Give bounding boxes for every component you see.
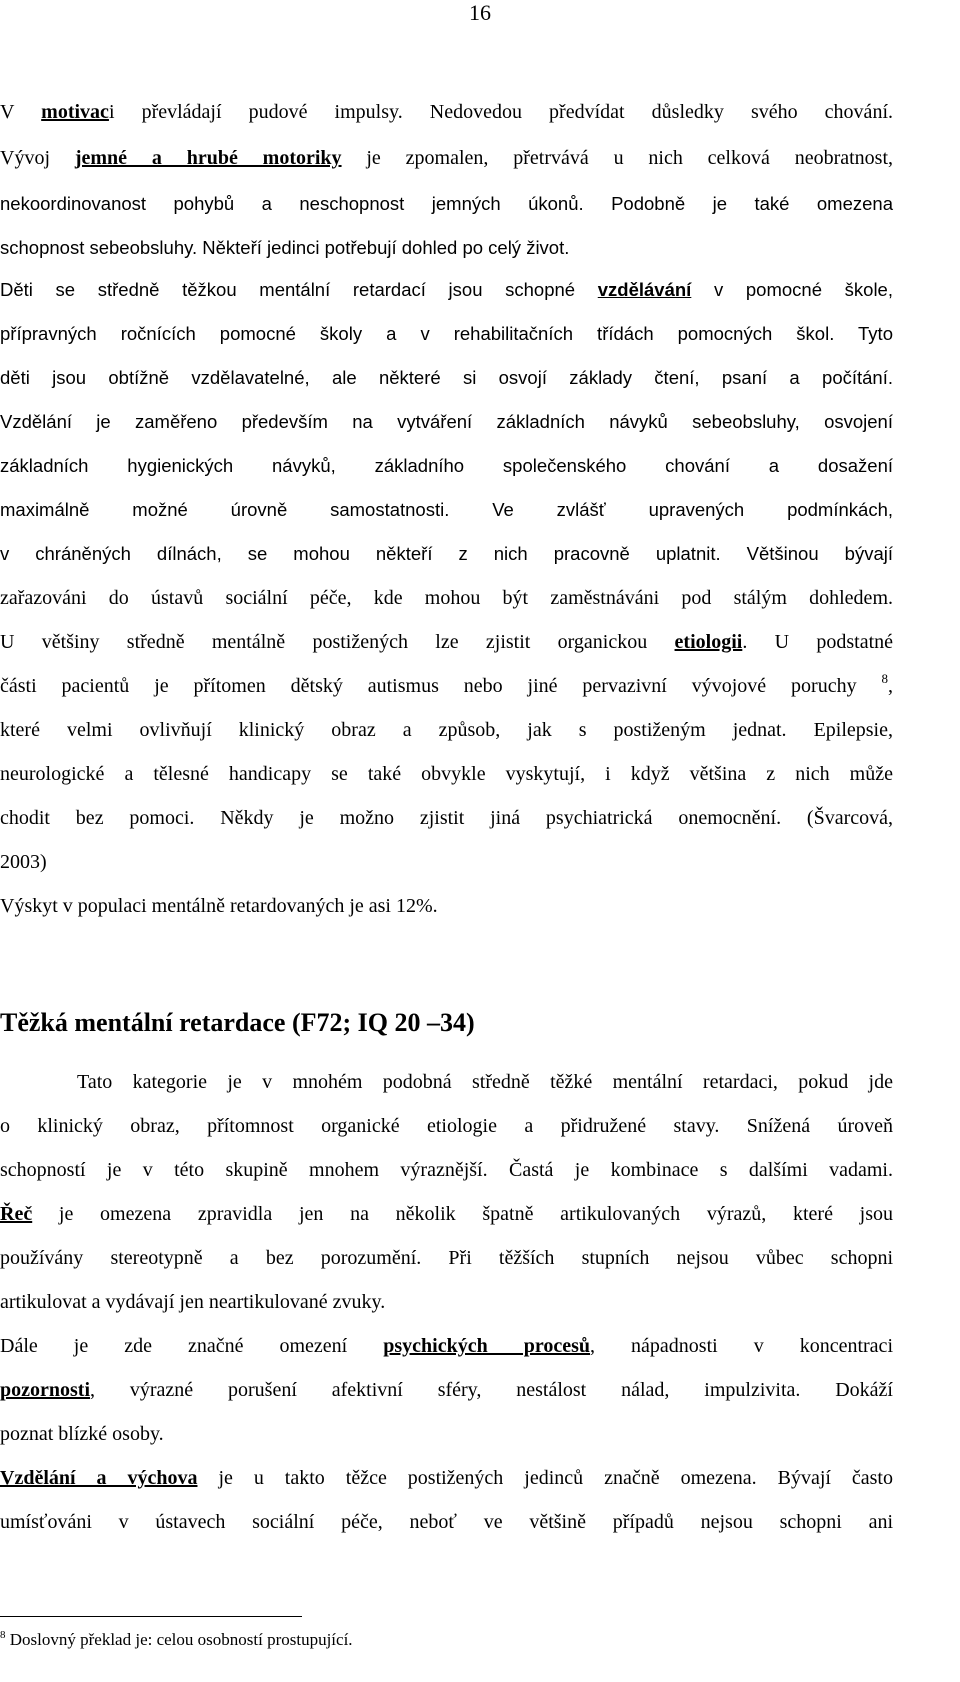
text-line: nekoordinovanost pohybů a neschopnost jemných úkonů. Podobně je také omezena (0, 193, 893, 214)
underlined-term: jemné a hrubé motoriky (74, 147, 342, 169)
text-line: umísťováni v ústavech sociální péče, neboť ve většině případů nejsou schopni ani (0, 1511, 893, 1533)
text-line: pozornosti, výrazné porušení afektivní sféry, nestálost nálad, impulzivita. Dokáží (0, 1379, 893, 1401)
text-line: Děti se středně těžkou mentální retardací jsou schopné vzdělávání v pomocné škole, (0, 279, 893, 300)
footnote-separator (0, 1616, 302, 1617)
text-line: Řeč je omezena zpravidla jen na několik špatně artikulovaných výrazů, které jsou (0, 1203, 893, 1225)
text-line: Vzdělání je zaměřeno především na vytváření základních návyků sebeobsluhy, osvojení (0, 411, 893, 432)
text-line: 2003) (0, 851, 47, 873)
text-line: poznat blízké osoby. (0, 1423, 164, 1445)
text-line: U většiny středně mentálně postižených lze zjistit organickou etiologii. U podstatné (0, 631, 893, 653)
text-line: Vzdělání a výchova je u takto těžce postižených jedinců značně omezena. Bývají často (0, 1467, 893, 1489)
underlined-term: Řeč (0, 1203, 33, 1225)
text-line: V motivaci převládají pudové impulsy. Nedovedou předvídat důsledky svého chování. (0, 101, 893, 123)
text-line: schopnost sebeobsluhy. Někteří jedinci potřebují dohled po celý život. (0, 237, 570, 258)
text-line: děti jsou obtížně vzdělavatelné, ale některé si osvojí základy čtení, psaní a počítání. (0, 367, 893, 388)
text-line: v chráněných dílnách, se mohou někteří z nich pracovně uplatnit. Většinou bývají (0, 543, 893, 564)
underlined-term: vzdělávání (597, 279, 692, 300)
underlined-term: pozornosti (0, 1379, 90, 1401)
text-line: zařazováni do ústavů sociální péče, kde mohou být zaměstnáváni pod stálým dohledem. (0, 587, 893, 609)
text-line: základních hygienických návyků, základního společenského chování a dosažení (0, 455, 893, 476)
text-line: Výskyt v populaci mentálně retardovaných je asi 12%. (0, 895, 438, 917)
text-line: Tato kategorie je v mnohém podobná středně těžké mentální retardaci, pokud jde (77, 1071, 893, 1093)
footnote-mark: 8 (0, 1629, 6, 1641)
text-line: přípravných ročnících pomocné školy a v rehabilitačních třídách pomocných škol. Tyto (0, 323, 893, 344)
text-line: maximálně možné úrovně samostatnosti. Ve zvlášť upravených podmínkách, (0, 499, 893, 520)
section-heading: Těžká mentální retardace (F72; IQ 20 –34) (0, 1008, 475, 1037)
text-line: artikulovat a vydávají jen neartikulované zvuky. (0, 1291, 386, 1313)
underlined-term: Vzdělání a výchova (0, 1467, 198, 1489)
text-line: neurologické a tělesné handicapy se také obvykle vyskytují, i když většina z nich může (0, 763, 893, 785)
underlined-term: motivac (41, 101, 109, 123)
text-line: chodit bez pomoci. Někdy je možno zjistit jiná psychiatrická onemocnění. (Švarcová, (0, 807, 893, 829)
text-line: Vývoj jemné a hrubé motoriky je zpomalen, přetrvává u nich celková neobratnost, (0, 147, 894, 169)
text-line: o klinický obraz, přítomnost organické etiologie a přidružené stavy. Snížená úroveň (0, 1115, 893, 1137)
underlined-term: etiologii (674, 631, 743, 653)
footnote-ref: 8 (881, 671, 888, 686)
text-line: schopností je v této skupině mnohem výraznější. Častá je kombinace s dalšími vadami. (0, 1159, 893, 1181)
text-line: používány stereotypně a bez porozumění. Při těžších stupních nejsou vůbec schopni (0, 1247, 893, 1269)
footnote: $^8$ Doslovný překlad je: celou osobností prostupující. (0, 1629, 353, 1649)
text-line: Dále je zde značné omezení psychických procesů, nápadnosti v koncentraci (0, 1335, 893, 1357)
underlined-term: psychických procesů (383, 1335, 591, 1357)
text-line: části pacientů je přítomen dětský autismus nebo jiné pervazivní vývojové poruchy $^8$, (0, 671, 893, 697)
page-number: 16 (469, 0, 491, 25)
text-line: které velmi ovlivňují klinický obraz a způsob, jak s postiženým jednat. Epilepsie, (0, 719, 893, 741)
